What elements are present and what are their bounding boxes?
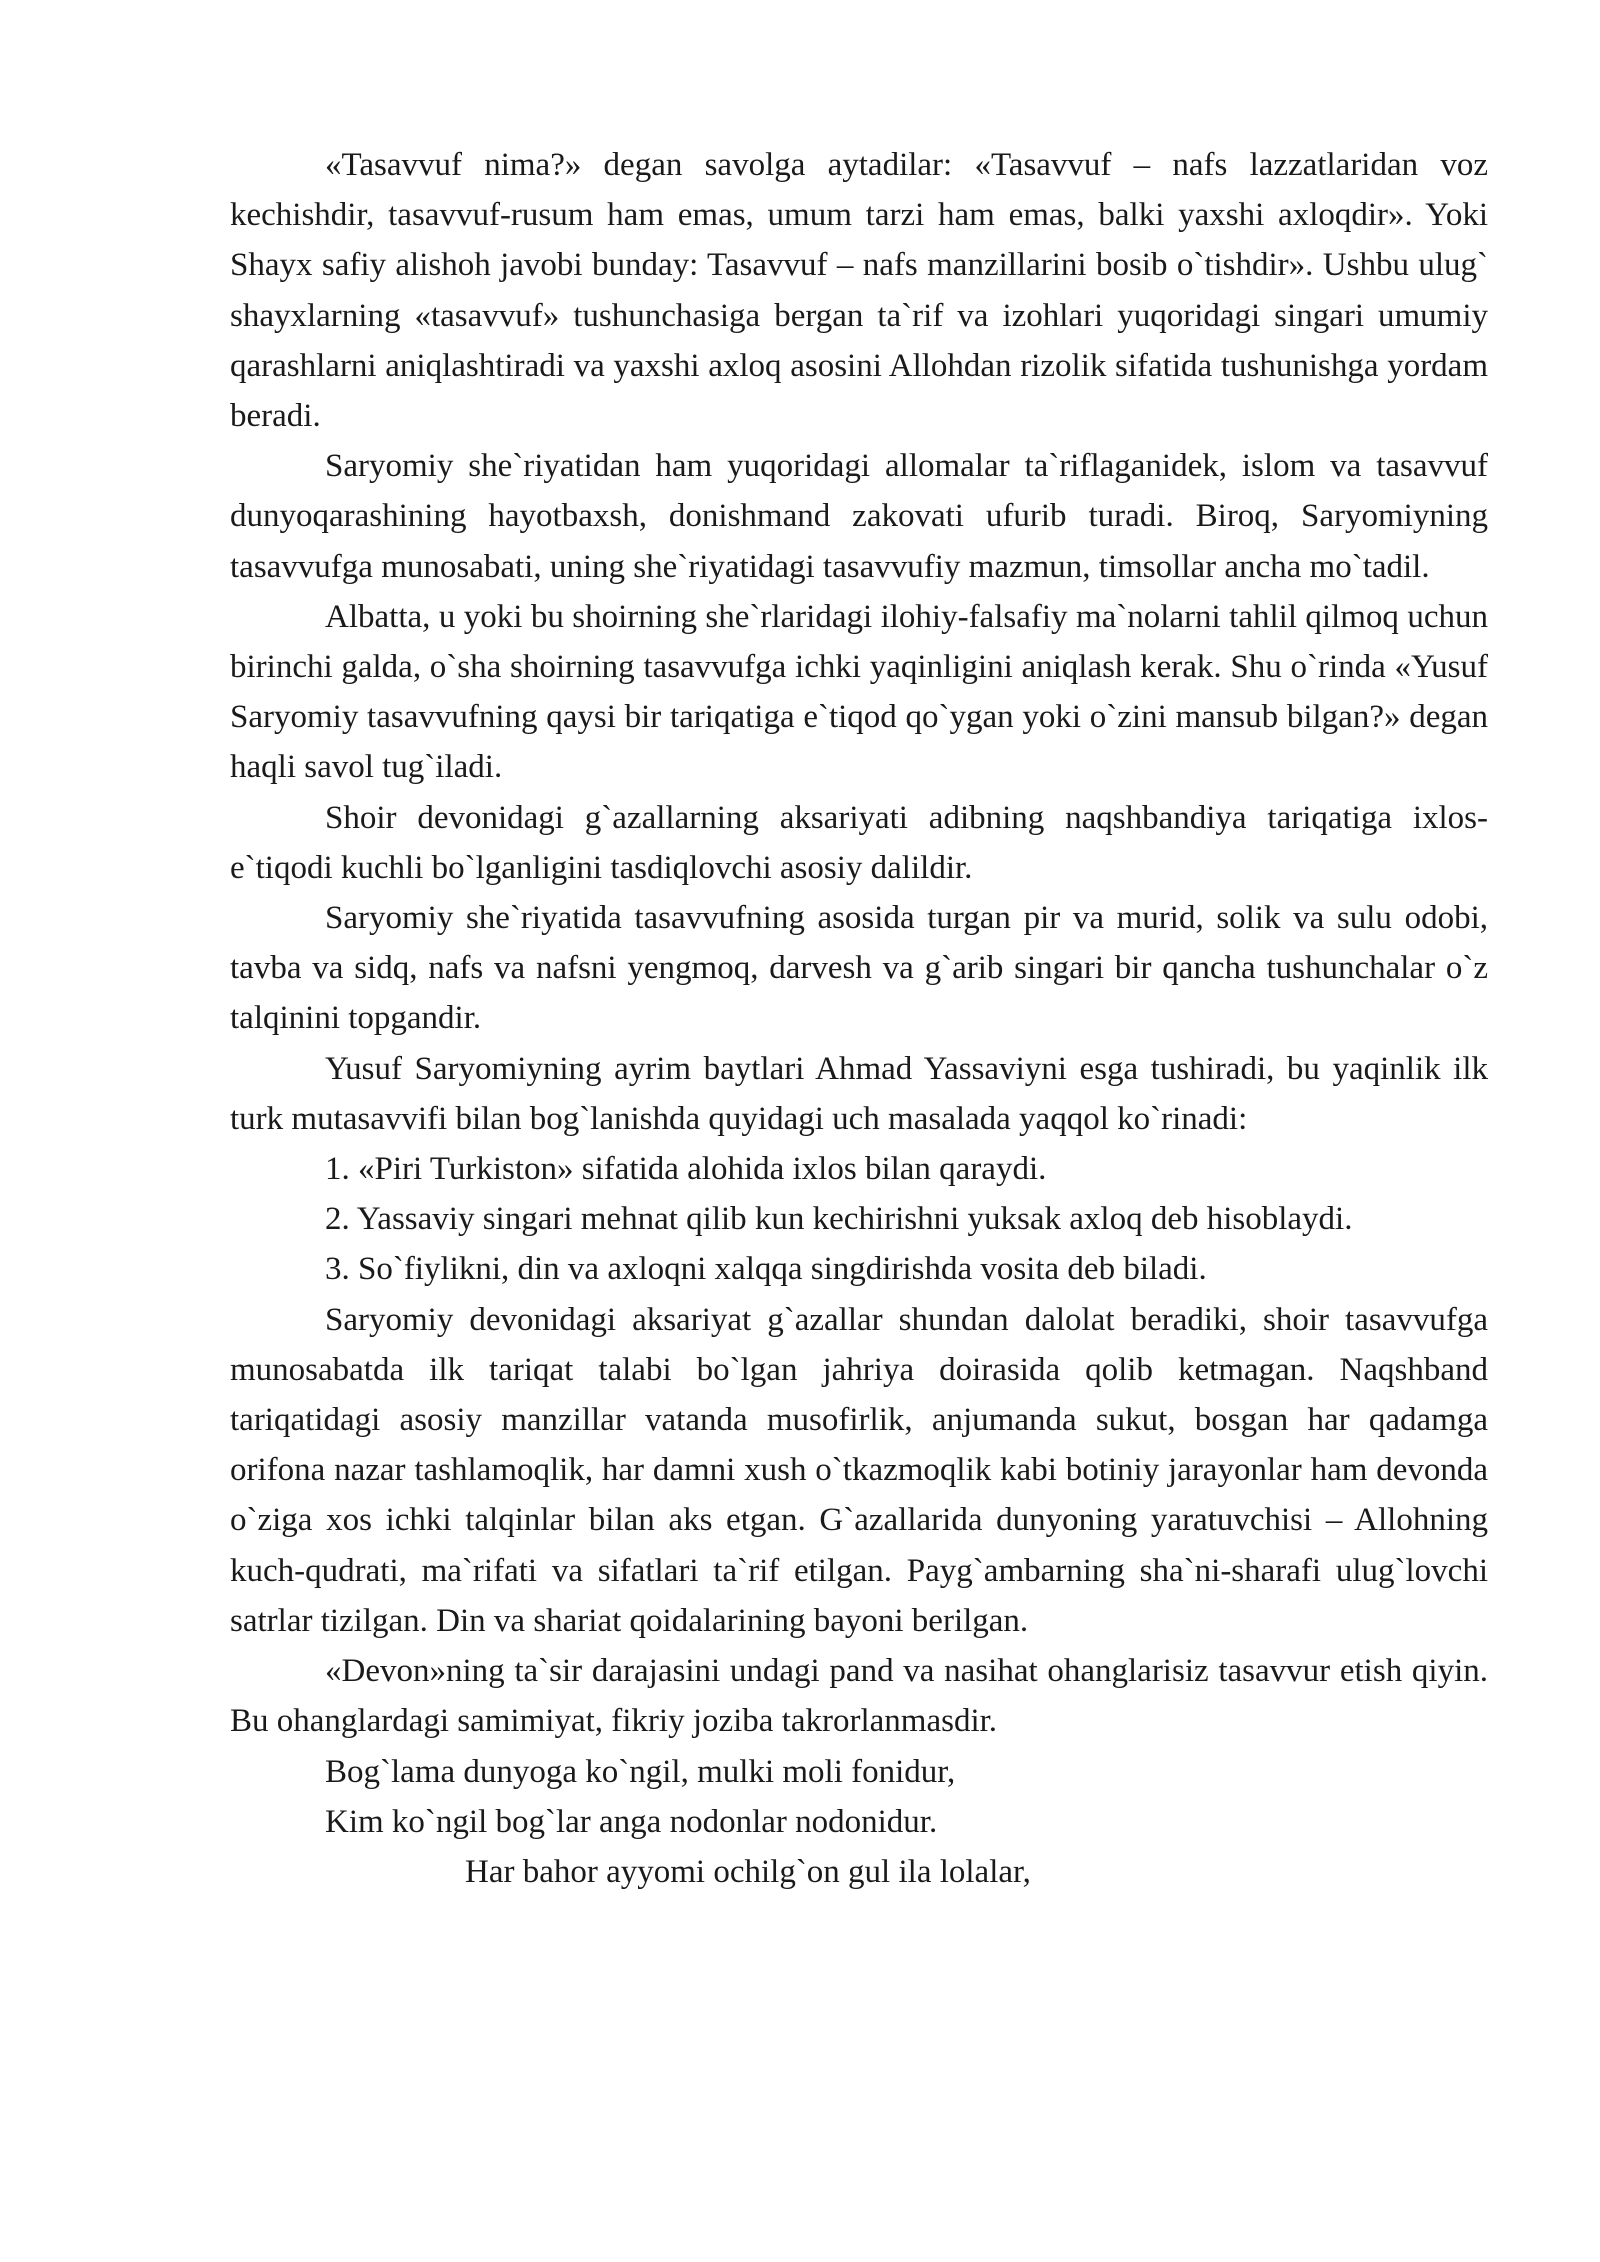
paragraph-poet-closeness: Albatta, u yoki bu shoirning she`rlaridagi ilohiy-falsafiy ma`nolarni tahlil qilmoq uchun birinchi galda, o`sha shoirning tasavvufga ichki yaqinligini aniqlash kerak. Shu o`rinda «Yusuf Saryomiy tasavvufning qaysi bir tariqatiga e`tiqod qo`ygan yoki o`zini mansub bilgan?» degan haqli savol tug`iladi. (230, 598, 1488, 786)
paragraph-devon-ghazals: Saryomiy devonidagi aksariyat g`azallar shundan dalolat beradiki, shoir tasavvufga munosabatda ilk tariqat talabi bo`lgan jahriya doirasida qolib ketmagan. Naqshband tariqatidagi asosiy manzillar vatanda musofirlik, anjumanda sukut, bosgan har qadamga orifona nazar tashlamoqlik, har damni xush o`tkazmoqlik kabi botiniy jarayonlar ham devonda o`ziga xos ichki talqinlar bilan aks etgan. G`azallarida dunyoning yaratuvchisi – Allohning kuch-qudrati, ma`rifati va sifatlari ta`rif etilgan. Payg`ambarning sha`ni-sharafi ulug`lovchi satrlar tizilgan. Din va shariat qoidalarining bayoni berilgan. (230, 1301, 1488, 1639)
document-page (230, 140, 1488, 1897)
paragraph-devon-influence: «Devon»ning ta`sir darajasini undagi pand va nasihat ohanglarisiz tasavvur etish qiyin. Bu ohanglardagi samimiyat, fikriy joziba takrorlanmasdir. (230, 1653, 1488, 1740)
list-item-1: 1. «Piri Turkiston» sifatida alohida ixlos bilan qaraydi. (325, 1151, 1047, 1188)
verse-line-2: Kim ko`ngil bog`lar anga nodonlar nodonidur. (325, 1803, 938, 1840)
paragraph-tasavvuf-definition: «Tasavvuf nima?» degan savolga aytadilar: «Tasavvuf – nafs lazzatlaridan voz kechishdir, tasavvuf-rusum ham emas, umum tarzi ham emas, balki yaxshi axloqdir». Yoki Shayx safiy alishoh javobi bunday: Tasavvuf – nafs manzillarini bosib o`tishdir». Ushbu ulug` shayxlarning «tasavvuf» tushunchasiga bergan ta`rif va izohlari yuqoridagi singari umumiy qarashlarni aniqlashtiradi va yaxshi axloq asosini Allohdan rizolik sifatida tushunishga yordam beradi. (230, 147, 1488, 435)
verse-line-3: Har bahor ayyomi ochilg`on gul ila lolalar, (465, 1853, 1031, 1890)
paragraph-saryomiy-poetry: Saryomiy she`riyatidan ham yuqoridagi allomalar ta`riflaganidek, islom va tasavvuf dunyoqarashining hayotbaxsh, donishmand zakovati ufurib turadi. Biroq, Saryomiyning tasavvufga munosabati, uning she`riyatidagi tasavvufiy mazmun, timsollar ancha mo`tadil. (230, 448, 1488, 585)
paragraph-yassaviy: Yusuf Saryomiyning ayrim baytlari Ahmad Yassaviyni esga tushiradi, bu yaqinlik ilk turk mutasavvifi bilan bog`lanishda quyidagi uch masalada yaqqol ko`rinadi: (230, 1050, 1488, 1137)
list-item-3: 3. So`fiylikni, din va axloqni xalqqa singdirishda vosita deb biladi. (325, 1251, 1207, 1288)
verse-line-1: Bog`lama dunyoga ko`ngil, mulki moli fonidur, (325, 1753, 956, 1790)
paragraph-concepts: Saryomiy she`riyatida tasavvufning asosida turgan pir va murid, solik va sulu odobi, tavba va sidq, nafs va nafsni yengmoq, darvesh va g`arib singari bir qancha tushunchalar o`z talqinini topgandir. (230, 900, 1488, 1037)
list-item-2: 2. Yassaviy singari mehnat qilib kun kechirishni yuksak axloq deb hisoblaydi. (325, 1201, 1353, 1238)
paragraph-naqshbandiya: Shoir devonidagi g`azallarning aksariyati adibning naqshbandiya tariqatiga ixlos-e`tiqodi kuchli bo`lganligini tasdiqlovchi asosiy dalildir. (230, 799, 1488, 886)
